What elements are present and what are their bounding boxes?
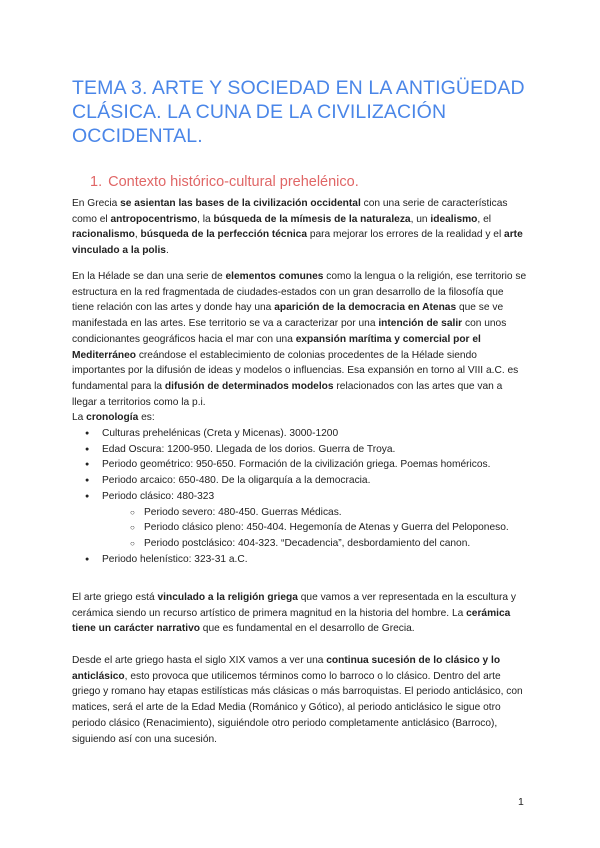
document-title: TEMA 3. ARTE Y SOCIEDAD EN LA ANTIGÜEDAD CLÁSICA. LA CUNA DE LA CIVILIZACIÓN OCCIDENTAL. bbox=[72, 77, 525, 147]
list-item-classical: ● Periodo clásico: 480-323 ○ Periodo severo: 480-450. Guerras Médicas. ○ Periodo clásico pleno: 450-404. Hegemonía de Atenas y Guerra del Peloponeso. ○ Periodo postclásico: 404-323. “Decadencia”, desbordamiento del canon. bbox=[72, 489, 528, 552]
section-heading bbox=[90, 172, 560, 192]
section-number: 1. bbox=[90, 174, 103, 190]
list-item: ● Periodo arcaico: 650-480. De la oligarquía a la democracia. bbox=[72, 473, 528, 489]
list-item: ● Periodo geométrico: 950-650. Formación de la civilización griega. Poemas homéricos. bbox=[72, 457, 528, 473]
paragraph-helade bbox=[72, 269, 528, 567]
paragraph-helade-text: En la Hélade se dan una serie de elementos comunes como la lengua o la religión, ese territorio se estructura en la red fragmentada de ciudades-estados con un gran desarrollo de la filosofía que tiene relación con las artes y donde hay una aparición de la democracia en Atenas que se ve manifestada en las artes. Ese territorio se va a caracterizar por una intención de salir con unos condicionantes geográficos hacia el mar con una expansión marítima y comercial por el Mediterráneo creándose el establecimiento de colonias procedentes de la Hélade siendo importantes por la difusión de ideas y modelos o influencias. Esa expansión en torno al VIII a.C. es fundamental para la difusión de determinados modelos relacionados con las artes que van a llegar a territorios como la p.i. bbox=[72, 271, 527, 408]
section-title: Contexto histórico-cultural prehelénico. bbox=[108, 174, 359, 190]
paragraph-classic-anticlassic: Desde el arte griego hasta el siglo XIX vamos a ver una continua sucesión de lo clásico y lo anticlásico, esto provoca que utilicemos términos como lo barroco o lo clásico. Dentro del arte griego y romano hay etapas estilísticas más clásicas o más barroquistas. El periodo anticlásico, con matices, será el arte de la Edad Media (Románico y Gótico), al periodo anticlásico le sigue otro periodo clásico (Renacimiento), siguiéndole otro periodo completamente anticlásico (Barroco), siguiendo así con una sucesión. bbox=[72, 655, 523, 745]
sub-list-item: ○ Periodo severo: 480-450. Guerras Médicas. bbox=[102, 505, 528, 521]
paragraph-intro: En Grecia se asientan las bases de la civilización occidental con una serie de características como el antropocentrismo, la búsqueda de la mímesis de la naturaleza, un idealismo, el racionalismo, búsqueda de la perfección técnica para mejorar los errores de la realidad y el arte vinculado a la polis. bbox=[72, 198, 523, 257]
page-number: 1 bbox=[518, 796, 524, 808]
list-item: ● Culturas prehelénicas (Creta y Micenas). 3000-1200 bbox=[72, 426, 528, 442]
classical-subperiods-list bbox=[102, 505, 528, 552]
list-item: ● Periodo helenístico: 323-31 a.C. bbox=[72, 552, 528, 568]
chronology-intro: La cronología es: bbox=[72, 412, 155, 424]
list-item: ● Edad Oscura: 1200-950. Llegada de los dorios. Guerra de Troya. bbox=[72, 442, 528, 458]
paragraph-religion: El arte griego está vinculado a la religión griega que vamos a ver representada en la escultura y cerámica siendo un recurso artístico de primera magnitud en la historia del hombre. La cerámica tiene un carácter narrativo que es fundamental en el desarrollo de Grecia. bbox=[72, 592, 516, 635]
sub-list-item: ○ Periodo postclásico: 404-323. “Decadencia”, desbordamiento del canon. bbox=[102, 536, 528, 552]
sub-list-item: ○ Periodo clásico pleno: 450-404. Hegemonía de Atenas y Guerra del Peloponeso. bbox=[102, 520, 528, 536]
chronology-list bbox=[72, 426, 528, 567]
